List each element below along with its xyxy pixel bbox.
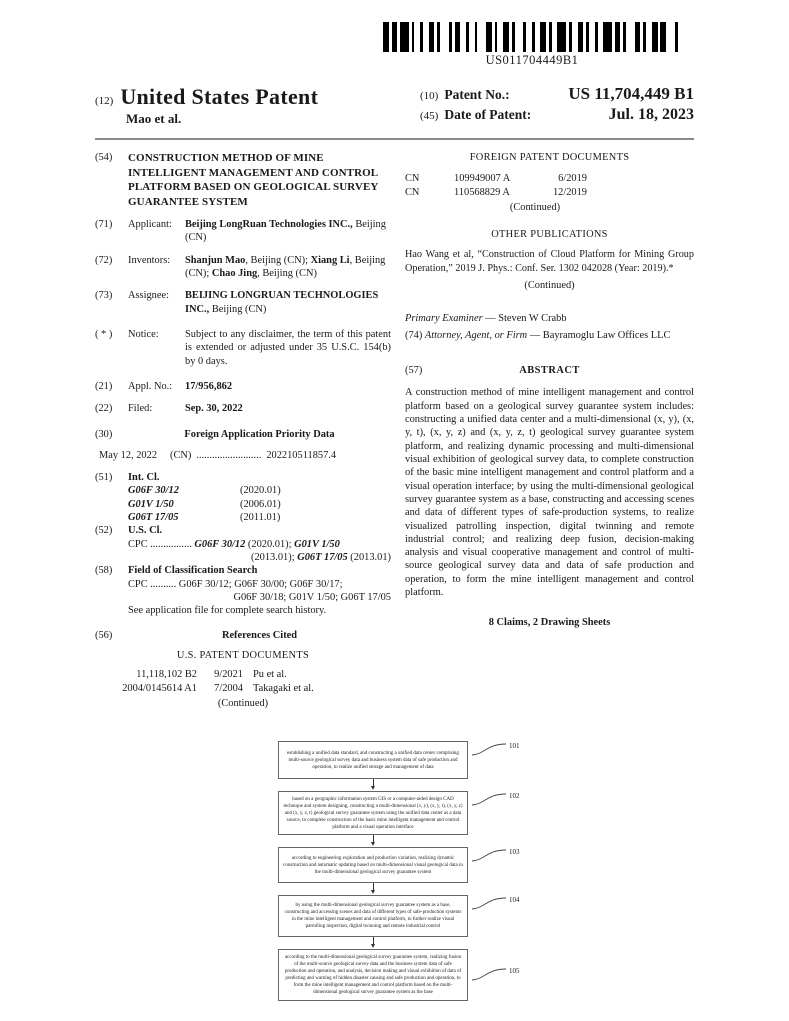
search-body [128,564,391,617]
flow-box [278,895,468,937]
claims-sheets-line: 8 Claims, 2 Drawing Sheets [488,617,611,629]
field-appl-no-21 [95,380,391,393]
flow-step-label: 102 [509,792,520,800]
reference-curve-icon [471,896,507,910]
header [95,84,694,127]
flow-arrow-icon [278,779,468,791]
applicant-name: Beijing LongRuan Technologies INC., [185,219,353,231]
class-code: G01V 1/50 [128,498,174,510]
notice-text: Subject to any disclaimer, the term of this patent is extended or adjusted under 35 U.S.C. 154(b) by 0 days. [185,328,391,367]
reference-curve-icon [471,742,507,756]
inventor-2: Xiang Li [310,254,350,266]
notice-label: Notice: [128,328,159,340]
search-line-1: CPC .......... G06F 30/12; G06F 30/00; G06F 30/17; [128,578,343,590]
inid-74: (74) [405,329,425,341]
country-code: CN [405,186,420,198]
flow-step-label: 101 [509,742,520,750]
examiner-block [405,312,694,342]
field-references-56 [95,629,391,642]
attorney-label: Attorney, Agent, or Firm [424,329,528,341]
inid-58: (58) [95,565,113,577]
inid-56: (56) [95,629,113,641]
date-of-patent-value: Jul. 18, 2023 [608,106,694,123]
inid-52: (52) [95,525,113,537]
references-continued: (Continued) [217,697,269,709]
other-pubs-continued: (Continued) [524,280,575,292]
int-cl-row [128,511,391,524]
inventor-3-location: , Beijing (CN) [257,268,317,279]
cpc-version: (2013.01) [347,552,391,563]
barcode-number: US011704449B1 [485,53,579,67]
flow-ref-101 [471,742,520,756]
flow-arrow-icon [278,937,468,949]
field-priority-30 [95,428,391,441]
inventor-1-location: , Beijing (CN); [245,254,311,266]
header-divider [95,138,694,140]
foreign-doc-row [405,186,587,199]
applicant-label: Applicant: [128,219,172,231]
inid-57: (57) [405,365,423,377]
inid-10: (10) [420,90,439,102]
appl-no-label: Appl. No.: [128,380,173,392]
inid-51: (51) [95,472,113,484]
primary-examiner-name: — Steven W Crabb [482,313,567,325]
cpc-prefix: CPC ................ [128,538,195,550]
ref-name: Pu et al. [253,669,287,681]
flow-ref-105 [471,967,520,981]
field-notice [95,328,391,368]
ref-date: 9/2021 [214,669,243,681]
priority-number: 202210511857.4 [266,449,337,461]
inventors-value [185,254,391,281]
right-column [405,151,694,710]
other-pubs-heading: OTHER PUBLICATIONS [491,229,608,241]
document-title: United States Patent [120,84,319,109]
doc-date: 12/2019 [552,186,587,198]
flow-step-label: 104 [509,896,520,904]
reference-curve-icon [471,967,507,981]
class-version: (2006.01) [240,498,281,510]
search-line-2: G06F 30/18; G01V 1/50; G06T 17/05 [233,591,391,603]
priority-date: May 12, 2022 [99,449,158,461]
barcode-icon [383,22,681,52]
class-version: (2011.01) [240,512,281,524]
ref-date: 7/2004 [214,682,243,694]
primary-examiner-label: Primary Examiner [405,313,483,325]
flow-step-label: 103 [509,848,520,856]
inid-12: (12) [95,95,114,107]
us-cl-heading: U.S. Cl. [128,525,163,537]
other-publications [405,228,694,292]
field-search-58 [95,564,391,617]
us-patent-docs-heading: U.S. PATENT DOCUMENTS [176,649,310,661]
flow-step-text: based on a geographic information system GIS or a computer-aided design CAD technique and system designing, constructing a multi-dimensional (x, y), (x, y, t), (x, y, z) and (x, y, z, t) geological survey guarantee system using the unified data center as a data source, to complete construction of the basic mine intelligent management and control platform and a visual operation interface [283,796,463,830]
reference-curve-icon [471,792,507,806]
country-code: CN [405,173,420,185]
flow-ref-104 [471,896,520,910]
attorney-line [405,329,694,342]
barcode-block [383,22,681,68]
assignee-value [185,289,391,316]
abstract-header [405,364,694,377]
class-code: G06F 30/12 [128,485,179,497]
inventor-byline: Mao et al. [126,111,182,126]
inid-73: (73) [95,290,113,302]
field-us-cl-52 [95,524,391,564]
int-cl-row [128,484,391,497]
abstract-heading: ABSTRACT [519,365,580,377]
bibliographic-body [95,151,694,710]
flow-ref-103 [471,848,520,862]
cpc-code: G01V 1/50 [294,538,340,550]
field-title-54 [95,151,391,209]
assignee-label: Assignee: [128,290,169,302]
flow-box [278,791,468,835]
patent-no-label: Patent No.: [444,87,510,102]
inventor-2-location: , Beijing (CN); [185,254,386,279]
applicant-location: Beijing (CN) [185,219,386,244]
priority-data-row [99,449,391,462]
inid-71: (71) [95,219,113,231]
field-filed-22 [95,402,391,415]
date-of-patent-label: Date of Patent: [444,107,532,122]
assignee-location: Beijing (CN) [209,303,267,315]
ref-number: 11,118,102 B2 [136,669,197,681]
inid-72: (72) [95,254,113,266]
inventor-3: Chao Jing [211,268,258,279]
flow-step-105 [278,949,558,1001]
flow-box [278,847,468,883]
references-heading: References Cited [221,629,298,641]
cpc-code: G06T 17/05 [297,552,348,563]
inid-22: (22) [95,403,113,415]
doc-date: 6/2019 [558,173,587,185]
cpc-code: G06F 30/12 [194,538,246,550]
reference-row [95,682,391,695]
inid-21: (21) [95,380,113,392]
inventor-1: Shanjun Mao [185,254,246,266]
flow-step-text: establishing a unified data standard, and constructing a unified data center comprising multi-source geological survey data and business system data of safe production and operation, to realize unified storage and management of data [287,750,459,770]
priority-heading: Foreign Application Priority Data [184,428,335,440]
assignee-name: BEIJING LONGRUAN TECHNOLOGIES INC., [185,290,379,315]
foreign-continued: (Continued) [509,201,561,213]
priority-dot-leader: ......................... [196,449,262,461]
doc-number: 110568829 A [454,186,510,198]
field-applicant-71 [95,218,391,245]
flow-step-label: 105 [509,967,520,975]
patent-no-value: US 11,704,449 B1 [568,84,694,103]
drawing-flowchart [278,741,558,1001]
field-assignee-73 [95,289,391,316]
flow-step-104 [278,895,558,937]
header-right [420,84,694,127]
cpc-version: (2013.01); [251,552,298,563]
field-int-cl-51 [95,471,391,524]
flow-step-text: according to the multi-dimensional geological survey guarantee system, realizing fusion of the multi-source geological survey data and the business system data of safe production and operation, and analysis, decision making and visual exhibition of data of predicting and warning of hidden disaster causing and safe production and operation, to form the mine intelligent management and control platform based on the multi-dimensional geological survey guarantee system as the base [284,955,462,995]
field-inventors-72 [95,254,391,281]
filed-label: Filed: [128,403,153,415]
flow-step-101 [278,741,558,779]
cpc-version: (2020.01); [245,538,295,550]
header-left [95,84,318,127]
flow-arrow-icon [278,883,468,895]
class-version: (2020.01) [240,485,281,497]
int-cl-heading: Int. Cl. [128,472,160,484]
inventors-label: Inventors: [128,254,171,266]
inid-notice: ( * ) [95,328,113,340]
left-column [95,151,391,710]
appl-no-value: 17/956,862 [185,380,233,392]
abstract-text: A construction method of mine intelligent management and control platform based on a geological survey guarantee system includes: constructing a unified data center and a multi-dimensional (x, y), (x, y, t), (x, y, z) and (x, y, z, t) geological survey guarantee system platform, and realizing dynamic processing and multi-dimensional visual exhibition of geological survey data, to complete construction of the basic mine intelligent management and control platform and a visual operation interface; by using the multi-dimensional geological survey guarantee system as a base, constructing and accessing scenes and data of different types of safe-production systems, to realize visualized patrolling inspection, digital twinning and remote industrial control; and realizing deep fusion, decision-making analysis and visual cooperative management and control of multi-source geological survey data and data of safe production and operation, to form the mine intelligent management and control platform. [405,387,694,599]
flow-step-text: by using the multi-dimensional geological survey guarantee system as a base, constructing and accessing scenes and data of different types of safe-production systems in the mine intelligent management and control platform, to further realize visual patrolling inspection, digital twinning and remote industrial control [284,903,462,929]
flow-ref-102 [471,792,520,806]
cpc-line-1 [128,538,391,551]
flow-step-text: according to engineering exploration and production variation, realizing dynamic construction and automatic updating based on multi-dimensional visual geological data in the multi-dimensional geological survey guarantee system [283,855,463,875]
int-cl-row [128,498,391,511]
filed-value: Sep. 30, 2022 [185,403,243,415]
flow-arrow-icon [278,835,468,847]
inid-45: (45) [420,110,439,122]
ref-number: 2004/0145614 A1 [122,682,197,694]
applicant-value [185,218,391,245]
flow-step-102 [278,791,558,835]
inid-30: (30) [95,428,113,440]
foreign-docs-heading: FOREIGN PATENT DOCUMENTS [469,152,630,163]
search-heading: Field of Classification Search [128,565,258,577]
us-cl-body [128,524,391,564]
priority-country: (CN) [170,449,192,461]
ref-name: Takagaki et al. [253,682,314,694]
cpc-line-2 [128,551,391,564]
doc-number: 109949007 A [454,173,511,185]
attorney-name: — Bayramoglu Law Offices LLC [527,329,671,341]
flow-step-103 [278,847,558,883]
flow-box [278,949,468,1001]
primary-examiner-line [405,312,694,325]
search-line-3: See application file for complete search history. [128,605,327,617]
foreign-doc-row [405,172,587,185]
int-cl-body [128,471,391,524]
reference-row [95,668,391,681]
flow-box [278,741,468,779]
invention-title: CONSTRUCTION METHOD OF MINE INTELLIGENT MANAGEMENT AND CONTROL PLATFORM BASED ON GEOLOGICAL SURVEY GUARANTEE SYSTEM [128,152,379,208]
class-code: G06T 17/05 [128,512,179,524]
reference-curve-icon [471,848,507,862]
inid-54: (54) [95,152,113,163]
other-pubs-text: Hao Wang et al, “Construction of Cloud Platform for Mining Group Operation,” 2019 J. Phys.: Conf. Ser. 1302 042028 (Year: 2019).* [405,248,694,275]
